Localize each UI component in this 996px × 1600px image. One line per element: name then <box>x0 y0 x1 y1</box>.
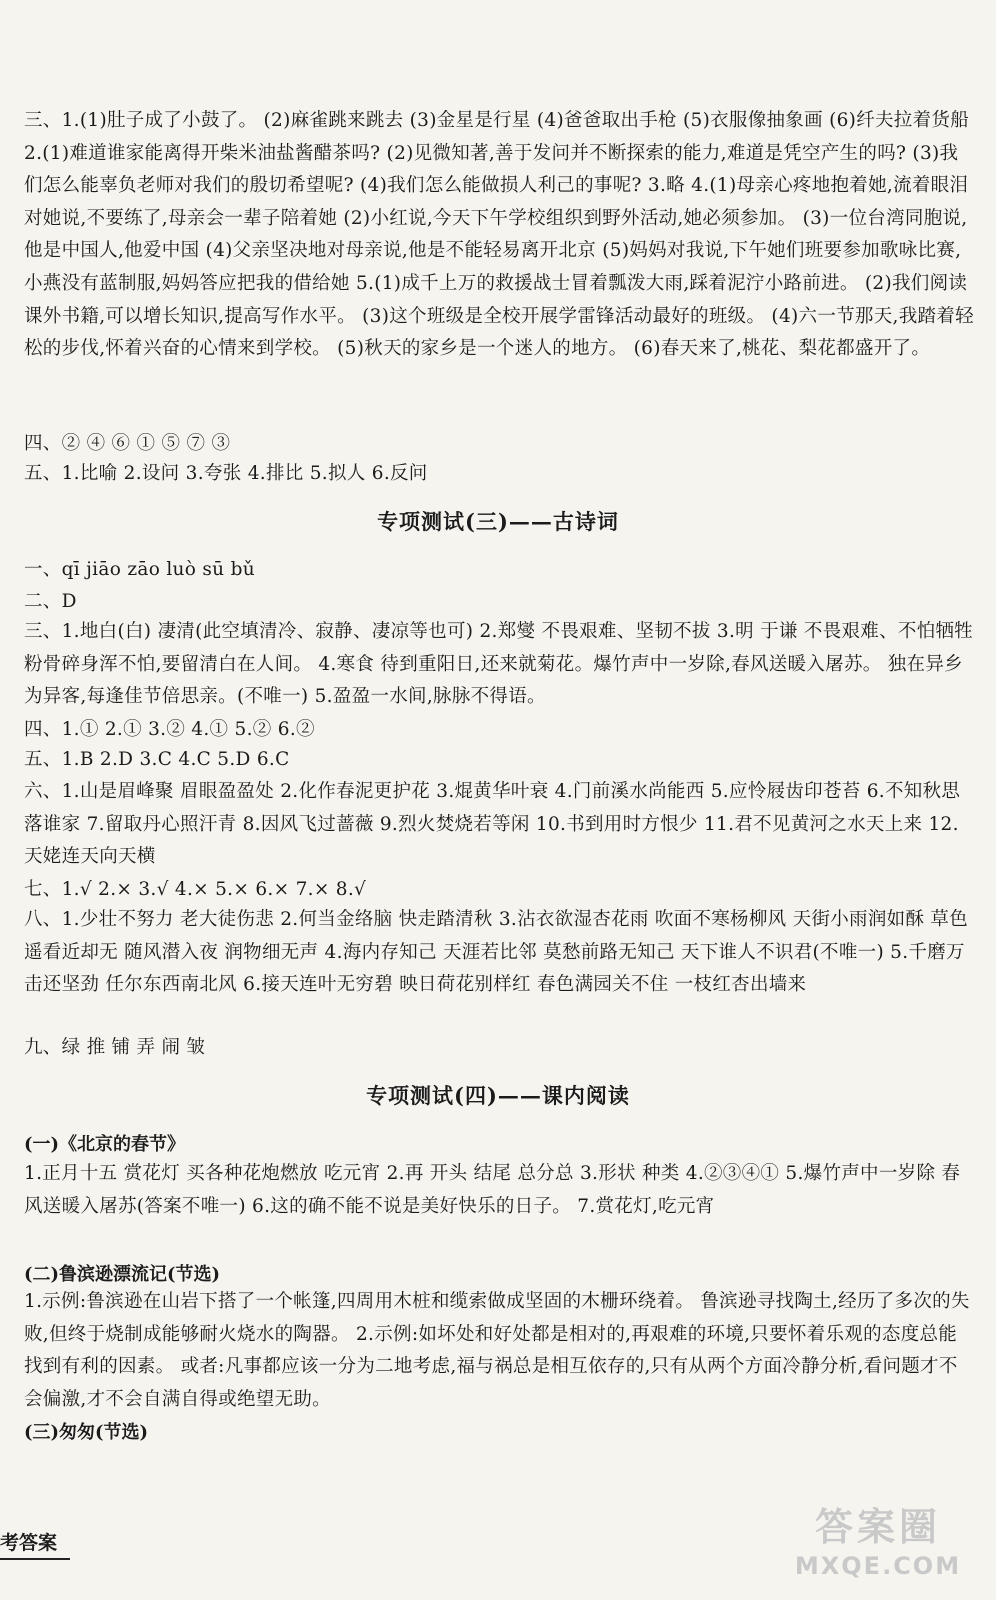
section-five-answers: 五、1.比喻 2.设问 3.夸张 4.排比 5.拟人 6.反问 <box>24 463 428 484</box>
watermark-url: MXQE.COM <box>794 1552 962 1580</box>
test4-part1-body: 1.正月十五 赏花灯 买各种花炮燃放 吃元宵 2.再 开头 结尾 总分总 3.形状 种类 4.②③④① 5.爆竹声中一岁除 春风送暖入屠苏(答案不唯一) 6.这的确不能不说是美好快乐的日子。 7.赏花灯,吃元宵 <box>24 1163 961 1217</box>
footer-divider <box>0 1558 70 1560</box>
section-four-answers: 四、② ④ ⑥ ① ⑤ ⑦ ③ <box>24 433 231 454</box>
test3-q7: 七、1.√ 2.× 3.√ 4.× 5.× 6.× 7.× 8.√ <box>24 879 367 900</box>
test4-part2-body: 1.示例:鲁滨逊在山岩下搭了一个帐篷,四周用木桩和缆索做成坚固的木栅环绕着。 鲁滨逊寻找陶土,经历了多次的失败,但终于烧制成能够耐火烧水的陶器。 2.示例:如坏处和好处都是相对的,再艰难的环境,只要怀着乐观的态度总能找到有利的因素。 或者:凡事都应该一分为二地考虑,福与祸总是相互依存的,只有从两个方面冷静分析,看问题才不会偏激,才不会自满自得或绝望无助。 <box>24 1291 970 1410</box>
footer-label: 考答案 <box>0 1532 58 1554</box>
watermark-title: 答案圈 <box>814 1505 941 1549</box>
test3-q4: 四、1.① 2.① 3.② 4.① 5.② 6.② <box>24 719 315 740</box>
test3-q1: 一、qī jiāo zāo luò sū bǔ <box>24 559 255 580</box>
test3-q5: 五、1.B 2.D 3.C 4.C 5.D 6.C <box>24 749 290 770</box>
test3-q3: 三、1.地白(白) 凄清(此空填清冷、寂静、凄凉等也可) 2.郑燮 不畏艰难、坚韧不拔 3.明 于谦 不畏艰难、不怕牺牲 粉骨碎身浑不怕,要留清白在人间。 4.寒食 待到重阳日,还来就菊花。爆竹声中一岁除,春风送暖入屠苏。 独在异乡为异客,每逢佳节倍思亲。(不唯一) 5.盈盈一水间,脉脉不得语。 <box>24 621 974 708</box>
test4-part1-title: (一)《北京的春节》 <box>24 1134 186 1155</box>
test3-q9: 九、绿 推 铺 弄 闹 皱 <box>24 1037 206 1058</box>
test3-q6: 六、1.山是眉峰聚 眉眼盈盈处 2.化作春泥更护花 3.焜黄华叶衰 4.门前溪水尚能西 5.应怜屐齿印苍苔 6.不知秋思落谁家 7.留取丹心照汗青 8.因风飞过蔷薇 9.烈火焚烧若等闲 10.书到用时方恨少 11.君不见黄河之水天上来 12.天姥连天向天横 <box>24 781 961 868</box>
test3-q2: 二、D <box>24 591 77 612</box>
test4-part3-title: (三)匆匆(节选) <box>24 1422 149 1443</box>
test3-heading: 专项测试(三)——古诗词 <box>377 509 619 534</box>
test3-q8: 八、1.少壮不努力 老大徒伤悲 2.何当金络脑 快走踏清秋 3.沾衣欲湿杏花雨 吹面不寒杨柳风 天街小雨润如酥 草色遥看近却无 随风潜入夜 润物细无声 4.海内存知己 天涯若比邻 莫愁前路无知己 天下谁人不识君(不唯一) 5.千磨万击还坚劲 任尔东西南北风 6.接天连叶无穷碧 映日荷花别样红 春色满园关不住 一枝红杏出墙来 <box>24 909 969 996</box>
section-three-answers: 三、1.(1)肚子成了小鼓了。 (2)麻雀跳来跳去 (3)金星是行星 (4)爸爸取出手枪 (5)衣服像抽象画 (6)纤夫拉着货船 2.(1)难道谁家能离得开柴米油盐酱醋茶吗? (2)见微知著,善于发问并不断探索的能力,难道是凭空产生的吗? (3)我们怎么能辜负老师对我们的殷切希望呢? (4)我们怎么能做损人利己的事呢? 3.略 4.(1)母亲心疼地抱着她,流着眼泪对她说,不要练了,母亲会一辈子陪着她 (2)小红说,今天下午学校组织到野外活动,她必须参加。 (3)一位台湾同胞说,他是中国人,他爱中国 (4)父亲坚决地对母亲说,他是不能轻易离开北京 (5)妈妈对我说,下午她们班要参加歌咏比赛,小燕没有蓝制服,妈妈答应把我的借给她 5.(1)成千上万的救援战士冒着瓢泼大雨,踩着泥泞小路前进。 (2)我们阅读课外书籍,可以增长知识,提高写作水平。 (3)这个班级是全校开展学雷锋活动最好的班级。 (4)六一节那天,我踏着轻松的步伐,怀着兴奋的心情来到学校。 (5)秋天的家乡是一个迷人的地方。 (6)春天来了,桃花、梨花都盛开了。 <box>24 110 974 360</box>
test4-part2-title: (二)鲁滨逊漂流记(节选) <box>24 1264 221 1285</box>
watermark-logo <box>776 1504 980 1590</box>
test4-heading: 专项测试(四)——课内阅读 <box>366 1083 630 1108</box>
